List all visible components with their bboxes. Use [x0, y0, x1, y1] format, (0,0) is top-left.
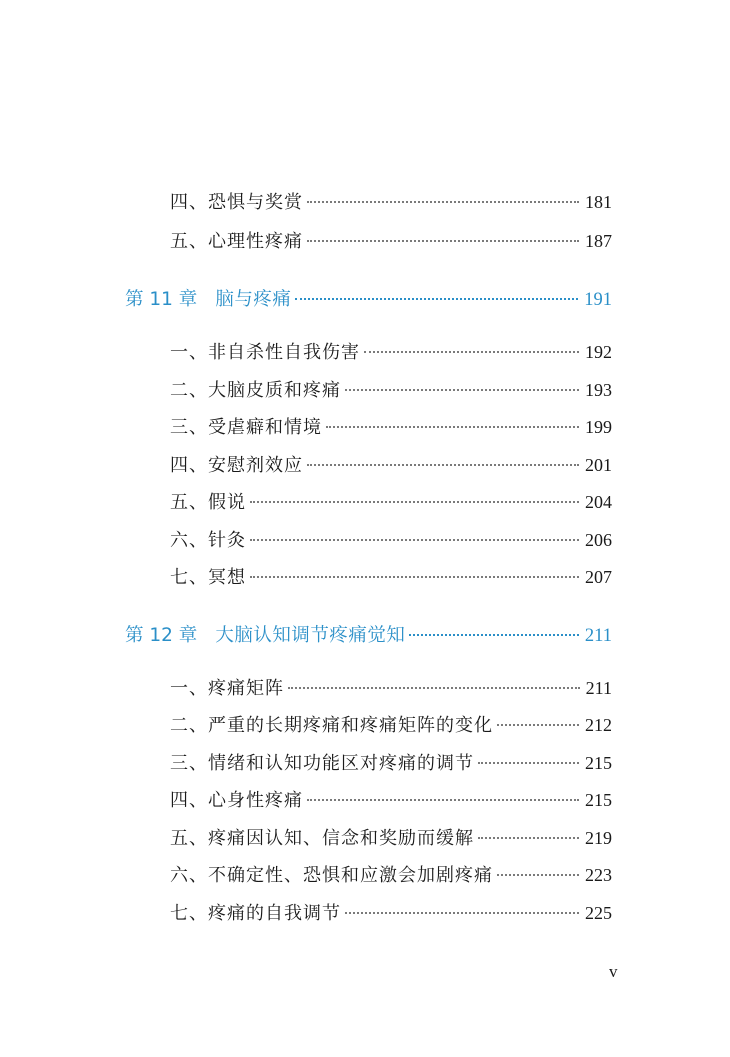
dot-leader	[345, 389, 579, 391]
toc-entry[interactable]	[170, 563, 612, 589]
dot-leader	[307, 201, 579, 203]
toc-entry[interactable]	[170, 451, 612, 477]
toc-entry-label: 二、大脑皮质和疼痛	[170, 380, 341, 401]
chapter-title: 脑与疼痛	[215, 289, 292, 310]
toc-entry[interactable]	[170, 188, 612, 214]
chapter-page: 211	[584, 626, 612, 646]
dot-leader	[250, 501, 579, 503]
toc-entry[interactable]	[170, 488, 612, 514]
toc-entry-page: 192	[585, 342, 612, 362]
toc-entry-label: 五、疼痛因认知、信念和奖励而缓解	[170, 828, 474, 849]
dot-leader	[364, 351, 579, 353]
chapter-title: 大脑认知调节疼痛觉知	[215, 625, 406, 646]
toc-entry-page: 223	[585, 865, 612, 885]
toc-entry-label: 六、不确定性、恐惧和应激会加剧疼痛	[170, 865, 493, 886]
toc-entry-page: 187	[585, 231, 612, 251]
dot-leader	[295, 298, 578, 300]
toc-entry[interactable]	[170, 376, 612, 402]
toc-entry-label: 四、心身性疼痛	[170, 790, 303, 811]
dot-leader	[307, 799, 579, 801]
toc-entry-page: 204	[585, 492, 612, 512]
toc-entry-label: 三、情绪和认知功能区对疼痛的调节	[170, 753, 474, 774]
toc-entry-label: 六、针灸	[170, 530, 246, 551]
chapter-number: 第 11 章	[125, 289, 198, 310]
dot-leader	[326, 426, 579, 428]
dot-leader	[497, 874, 579, 876]
toc-entry[interactable]	[170, 824, 612, 850]
toc-entry-page: 201	[585, 455, 612, 475]
page-folio: v	[609, 962, 618, 981]
toc-entry-page: 206	[585, 530, 612, 550]
toc-entry[interactable]	[170, 786, 612, 812]
toc-entry-label: 四、安慰剂效应	[170, 455, 303, 476]
toc-entry-label: 一、疼痛矩阵	[170, 678, 284, 699]
dot-leader	[478, 837, 579, 839]
toc-entry[interactable]	[170, 749, 612, 775]
toc-entry-label: 二、严重的长期疼痛和疼痛矩阵的变化	[170, 715, 493, 736]
toc-entry[interactable]	[170, 861, 612, 887]
toc-entry-page: 181	[585, 192, 612, 212]
toc-entry-label: 四、恐惧与奖赏	[170, 192, 303, 213]
dot-leader	[478, 762, 579, 764]
toc-entry[interactable]	[170, 413, 612, 439]
dot-leader	[497, 724, 579, 726]
toc-entry[interactable]	[170, 711, 612, 737]
toc-entry-page: 215	[585, 753, 612, 773]
dot-leader	[250, 539, 579, 541]
toc-entry-page: 219	[585, 828, 612, 848]
toc-entry-label: 七、疼痛的自我调节	[170, 903, 341, 924]
dot-leader	[307, 464, 579, 466]
toc-entry-label: 五、心理性疼痛	[170, 231, 303, 252]
toc-entry-page: 207	[585, 567, 612, 587]
toc-entry-label: 五、假说	[170, 492, 246, 513]
toc-chapter-12[interactable]	[125, 621, 612, 647]
toc-entry[interactable]	[170, 338, 612, 364]
dot-leader	[345, 912, 579, 914]
toc-entry-page: 225	[585, 903, 612, 923]
chapter-number: 第 12 章	[125, 625, 198, 646]
dot-leader	[307, 240, 579, 242]
dot-leader	[409, 634, 579, 636]
chapter-page: 191	[584, 290, 612, 310]
dot-leader	[288, 687, 580, 689]
toc-entry-page: 211	[585, 678, 612, 698]
toc-entry-label: 七、冥想	[170, 567, 246, 588]
dot-leader	[250, 576, 579, 578]
toc-entry-page: 199	[585, 417, 612, 437]
toc-entry[interactable]	[170, 674, 612, 700]
toc-chapter-11[interactable]	[125, 285, 612, 311]
toc-entry[interactable]	[170, 227, 612, 253]
toc-entry[interactable]	[170, 899, 612, 925]
toc-entry-page: 215	[585, 790, 612, 810]
toc-entry-page: 212	[585, 715, 612, 735]
toc-entry-label: 一、非自杀性自我伤害	[170, 342, 360, 363]
toc-entry-page: 193	[585, 380, 612, 400]
toc-entry-label: 三、受虐癖和情境	[170, 417, 322, 438]
toc-entry[interactable]	[170, 526, 612, 552]
